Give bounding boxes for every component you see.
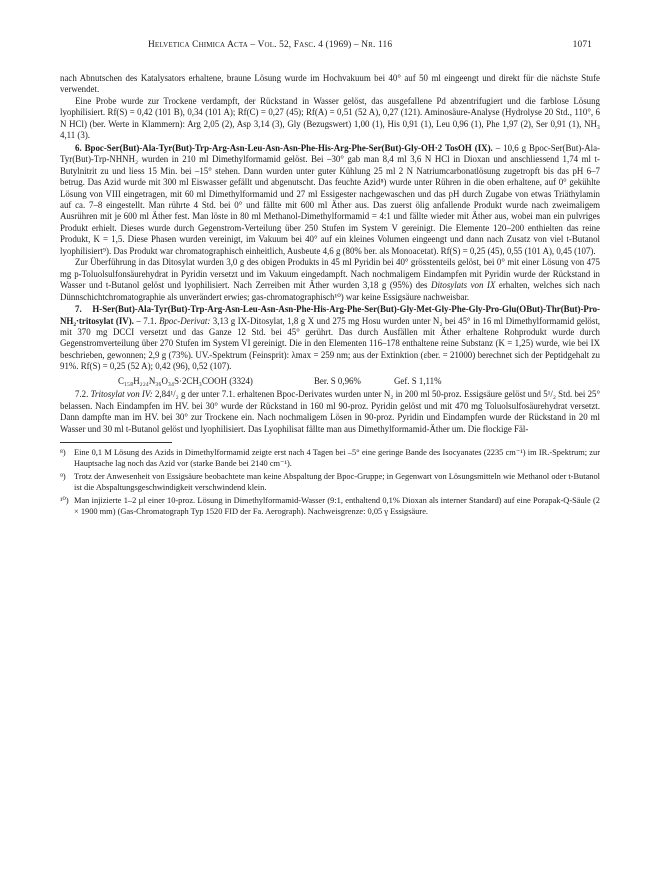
paragraph-ditosylat <box>60 257 600 303</box>
section-7-sub2-text: 2,84¹/₂ g der unter 7.1. erhaltenen Bpoc-Derivates wurden unter N₂ in 200 ml 50-proz. Essigsäure gelöst und 5¹/₂ Std. bei 25° belassen. Nach Eindampfen im HV. bei 30° wurde der Rückstand in 160 ml 90-proz. Pyridin gelöst und mit 470 mg Toluolsulfosäurehydrat versetzt. Dann dampfte man im HV. bei 30° zur Trockene ein. Nach nochmaligem Lösen in 90-proz. Pyridin und Eindampfen wurde der Rückstand in 20 ml Wasser und 30 ml t-Butanol gelöst und lyophilisiert. Das Lyophilisat fällte man aus Dimethylformamid-Äther um. Die flockige Fäl- <box>60 389 601 434</box>
footnote-divider <box>60 442 172 443</box>
ditosylat-text: Zur Überführung in das Ditosylat wurden 3,0 g des obigen Produkts in 45 ml Pyridin bei 40° grösstenteils gelöst, bei 0° mit einer Lösung von 475 mg p-Toluolsulfonsäurehydrat in Pyridin versetzt und im Vakuum eingedampft. Nach nochmaligem Eindampfen mit Pyridin wurde der Rückstand in Wasser und t-Butanol gelöst und lyophilisiert. Nach Zerreiben mit Äther wurden 3,18 g (95%) des <box>60 257 600 291</box>
footnote-number: ¹⁰) <box>60 496 69 506</box>
footnote-8 <box>60 448 600 469</box>
paragraph-sample-analysis: Eine Probe wurde zur Trockene verdampft, der Rückstand in Wasser gelöst, das ausgefallene Pd abzentrifugiert und die farblose Lösung lyophilisiert. Rf(S) = 0,42 (101 B), 0,34 (101 A); Rf(C) = 0,27 (45); Rf(A) = 0,51 (52 A), 0,27 (121). Aminosäure-Analyse (Hydrolyse 20 Std., 110°, 6 N HCl) (ber. Werte in Klammern): Arg 2,05 (2), Asp 3,14 (3), Gly (Bezugswert) 1,00 (1), His 0,91 (1), Leu 0,96 (1), Phe 1,97 (2), Ser 0,91 (1), NH₃ 4,11 (3). <box>60 95 600 141</box>
journal-title: Helvetica Chimica Acta – Vol. 52, Fasc. 4 (1969) – Nr. 116 <box>148 40 393 50</box>
section-7-sub1-title: Bpoc-Derivat: <box>159 315 211 326</box>
formula-found: Gef. S 1,11% <box>394 375 442 386</box>
elemental-formula <box>60 376 600 387</box>
formula-calculated: Ber. S 0,96% <box>314 375 361 386</box>
footnote-text: Trotz der Anwesenheit von Essigsäure beobachtete man keine Abspaltung der Bpoc-Gruppe; in Gegenwart von Lösungsmitteln wie Methanol oder t-Butanol ist die Abspaltungsgeschwindigkeit verschwindend klein. <box>74 472 600 492</box>
footnote-9 <box>60 472 600 493</box>
section-6 <box>60 143 600 258</box>
footnote-text: Eine 0,1 M Lösung des Azids in Dimethylformamid zeigte erst nach 4 Tagen bei –5° eine geringe Bande des Isocyanates (2235 cm⁻¹) im IR.-Spektrum; zur Hauptsache lag noch das Azid vor (starke Bande bei 2140 cm⁻¹). <box>74 448 600 468</box>
section-7-sub1-number: – 7.1. <box>133 315 160 326</box>
section-7-sub2-title: Tritosylat von IV: <box>90 389 153 400</box>
ditosylat-text-end: erhalten, welches sich nach Dünnschichtchromatographie als unverändert erwies; gas-chromatographisch¹⁰) war keine Essigsäure nachweisbar. <box>60 280 600 302</box>
paragraph-continuation: nach Abnutschen des Katalysators erhaltene, braune Lösung wurde im Hochvakuum bei 40° auf 50 ml eingeengt und direkt für die nächste Stufe verwendet. <box>60 73 600 95</box>
section-7-sub1-text: 3,13 g IX-Ditosylat, 1,8 g X und 275 mg Hosu wurden unter N₂ bei 45° in 16 ml Dimethylformamid gelöst, mit 370 mg DCCI versetzt und das Ganze 12 Std. bei 45° gerührt. Das durch Ausfällen mit Äther erhaltene Rohprodukt wurde durch Gegenstromverteilung über 270 Stufen im System VI gereinigt. Die in den Elementen 116–178 enthaltene reine Substanz (K = 1,25) wurde, wie bei IX beschrieben, gewonnen; 2,9 g (73%). UV.-Spektrum (Feinsprit): λmax = 259 nm; aus der Extinktion (εber. = 21000) berechnet sich der Peptidgehalt zu 91%. Rf(S) = 0,25 (52 A); 0,42 (96), 0,52 (107). <box>60 315 601 372</box>
footnote-text: Man injizierte 1–2 µl einer 10-proz. Lösung in Dimethylformamid-Wasser (9:1, enthaltend 0,1% Dioxan als interner Standard) auf eine Porapak-Q-Säule (2 × 1900 mm) (Gas-Chromatograph Typ 1520 FID der Fa. Aerograph). Nachweisgrenze: 0,05 γ Essigsäure. <box>74 496 600 517</box>
footnote-number: ⁸) <box>60 448 66 458</box>
page-number: 1071 <box>572 40 592 50</box>
section-7 <box>60 304 600 373</box>
running-header <box>60 40 600 54</box>
footnote-10 <box>60 496 600 517</box>
formula-compound: C₁₅₈H₂₂₄N₃₆O₃₄S·2CH₃COOH (3324) <box>118 375 253 386</box>
section-6-heading: 6. Bpoc-Ser(But)-Ala-Tyr(But)-Trp-Arg-Asn-Leu-Asn-Asn-Phe-His-Arg-Phe-Ser(But)-Gly-OH·2 TosOH (IX). <box>75 142 493 153</box>
footnotes <box>60 448 600 518</box>
section-7-sub2-number: 7.2. <box>75 389 91 400</box>
section-7-2 <box>60 389 600 435</box>
journal-page <box>60 40 600 518</box>
ditosylat-italic: Ditosylats von IX <box>431 280 496 291</box>
footnote-number: ⁹) <box>60 472 66 482</box>
section-6-text: – 10,6 g Bpoc-Ser(But)-Ala-Tyr(But)-Trp-NHNH₂ wurden in 210 ml Dimethylformamid gelöst. Bei –30° gab man 8,4 ml 3,6 N HCl in Dioxan und anschliessend 1,74 ml t-Butylnitrit zu und liess 15 Min. bei –15° stehen. Dann wurden unter guter Kühlung 25 ml 2 N Natriumcarbonatlösung zugetropft bis das pH 6–7 betrug. Das Azid wurde mit 300 ml Eiswasser gefällt und abgenutscht. Das feuchte Azid⁸) wurde unter Rühren in die oben erhaltene, auf 0° gekühlte Lösung von VIII eingetragen, mit 60 ml Dimethylformamid und 27 ml Essigester nachgewaschen und das pH durch Zugabe von etwas Triäthylamin auf ca. 7–8 eingestellt. Man rührte 4 Std. bei 0° und fällte mit 600 ml Äther aus. Das zuerst ölig anfallende Produkt wurde nach zweimaligem Ausrühren mit je 600 ml Äther fest. Man löste in 80 ml Methanol-Dimethylformamid = 4:1 und fällte wieder mit Äther aus, wobei man ein pulvriges Produkt erhielt. Dieses wurde durch Gegenstrom-Verteilung über 250 Stufen im System V gereinigt. Die Elemente 120–200 enthielten das reine Produkt, K = 1,5. Diese Phasen wurden vereinigt, im Vakuum bei 40° auf ein kleines Volumen eingeengt und dann nach Zusatz von viel t-Butanol lyophilisiert⁹). Das Produkt war chromatographisch einheitlich, Ausbeute 4,6 g (80% ber. als Monoacetat). Rf(S) = 0,25 (45), 0,55 (101 A), 0,45 (107). <box>60 142 600 256</box>
section-7-heading: 7. H-Ser(But)-Ala-Tyr(But)-Trp-Arg-Asn-Leu-Asn-Asn-Phe-His-Arg-Phe-Ser(But)-Gly-Met-Gly-Phe-Gly-Pro-Glu(OBut)-Thr(But)-Pro-NH₂·tritosylat (IV). <box>60 304 600 326</box>
